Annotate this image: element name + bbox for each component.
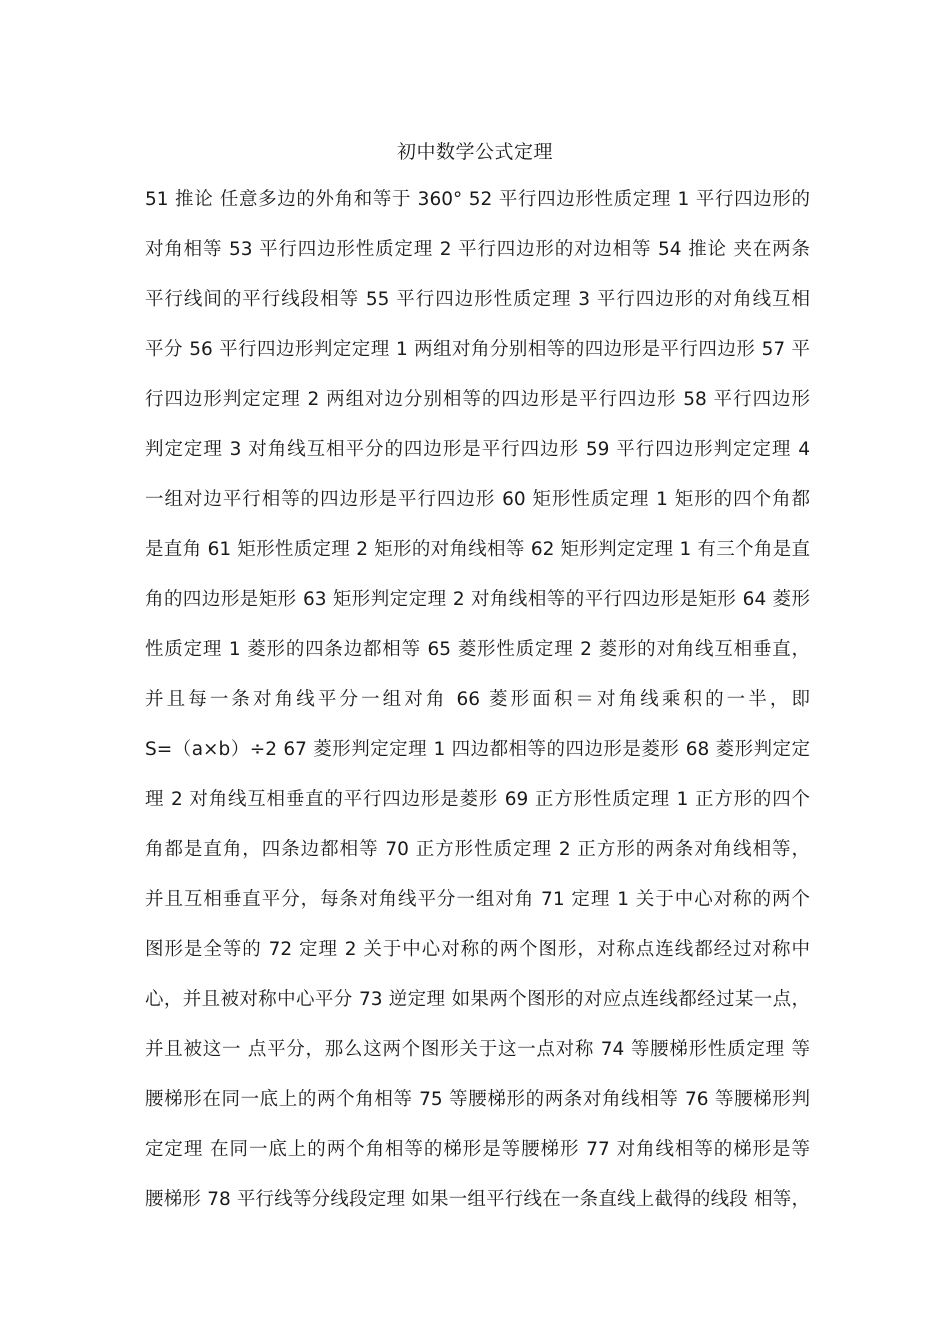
text-line: S=（a×b）÷2 67 菱形判定定理 1 四边都相等的四边形是菱形 68 菱形判定定 bbox=[145, 739, 810, 760]
text-line: 平行线间的平行线段相等 55 平行四边形性质定理 3 平行四边形的对角线互相 bbox=[145, 289, 810, 310]
text-line: 理 2 对角线互相垂直的平行四边形是菱形 69 正方形性质定理 1 正方形的四个 bbox=[145, 789, 810, 810]
text-line: 51 推论 任意多边的外角和等于 360° 52 平行四边形性质定理 1 平行四边形的 bbox=[145, 189, 810, 210]
text-line: 判定定理 3 对角线互相平分的四边形是平行四边形 59 平行四边形判定定理 4 bbox=[145, 439, 810, 460]
document-title: 初中数学公式定理 bbox=[396, 141, 553, 163]
text-line: 并且互相垂直平分，每条对角线平分一组对角 71 定理 1 关于中心对称的两个 bbox=[145, 889, 810, 910]
text-line: 心，并且被对称中心平分 73 逆定理 如果两个图形的对应点连线都经过某一点， bbox=[145, 989, 810, 1010]
text-line: 行四边形判定定理 2 两组对边分别相等的四边形是平行四边形 58 平行四边形 bbox=[145, 389, 810, 410]
text-line: 性质定理 1 菱形的四条边都相等 65 菱形性质定理 2 菱形的对角线互相垂直， bbox=[145, 639, 810, 660]
text-line: 图形是全等的 72 定理 2 关于中心对称的两个图形，对称点连线都经过对称中 bbox=[145, 939, 810, 960]
text-line: 对角相等 53 平行四边形性质定理 2 平行四边形的对边相等 54 推论 夹在两条 bbox=[145, 239, 810, 260]
document-body bbox=[145, 186, 810, 1236]
text-line: 是直角 61 矩形性质定理 2 矩形的对角线相等 62 矩形判定定理 1 有三个角是直 bbox=[145, 539, 810, 560]
text-line: 并且被这一 点平分，那么这两个图形关于这一点对称 74 等腰梯形性质定理 等 bbox=[145, 1039, 810, 1060]
text-line: 腰梯形 78 平行线等分线段定理 如果一组平行线在一条直线上截得的线段 相等， bbox=[145, 1189, 810, 1210]
text-line: 并且每一条对角线平分一组对角 66 菱形面积＝对角线乘积的一半，即 bbox=[145, 689, 810, 710]
text-line: 一组对边平行相等的四边形是平行四边形 60 矩形性质定理 1 矩形的四个角都 bbox=[145, 489, 810, 510]
text-line: 角都是直角，四条边都相等 70 正方形性质定理 2 正方形的两条对角线相等， bbox=[145, 839, 810, 860]
text-line: 平分 56 平行四边形判定定理 1 两组对角分别相等的四边形是平行四边形 57 平 bbox=[145, 339, 810, 360]
text-line: 角的四边形是矩形 63 矩形判定定理 2 对角线相等的平行四边形是矩形 64 菱形 bbox=[145, 589, 810, 610]
text-line: 腰梯形在同一底上的两个角相等 75 等腰梯形的两条对角线相等 76 等腰梯形判 bbox=[145, 1089, 810, 1110]
text-line: 定定理 在同一底上的两个角相等的梯形是等腰梯形 77 对角线相等的梯形是等 bbox=[145, 1139, 810, 1160]
